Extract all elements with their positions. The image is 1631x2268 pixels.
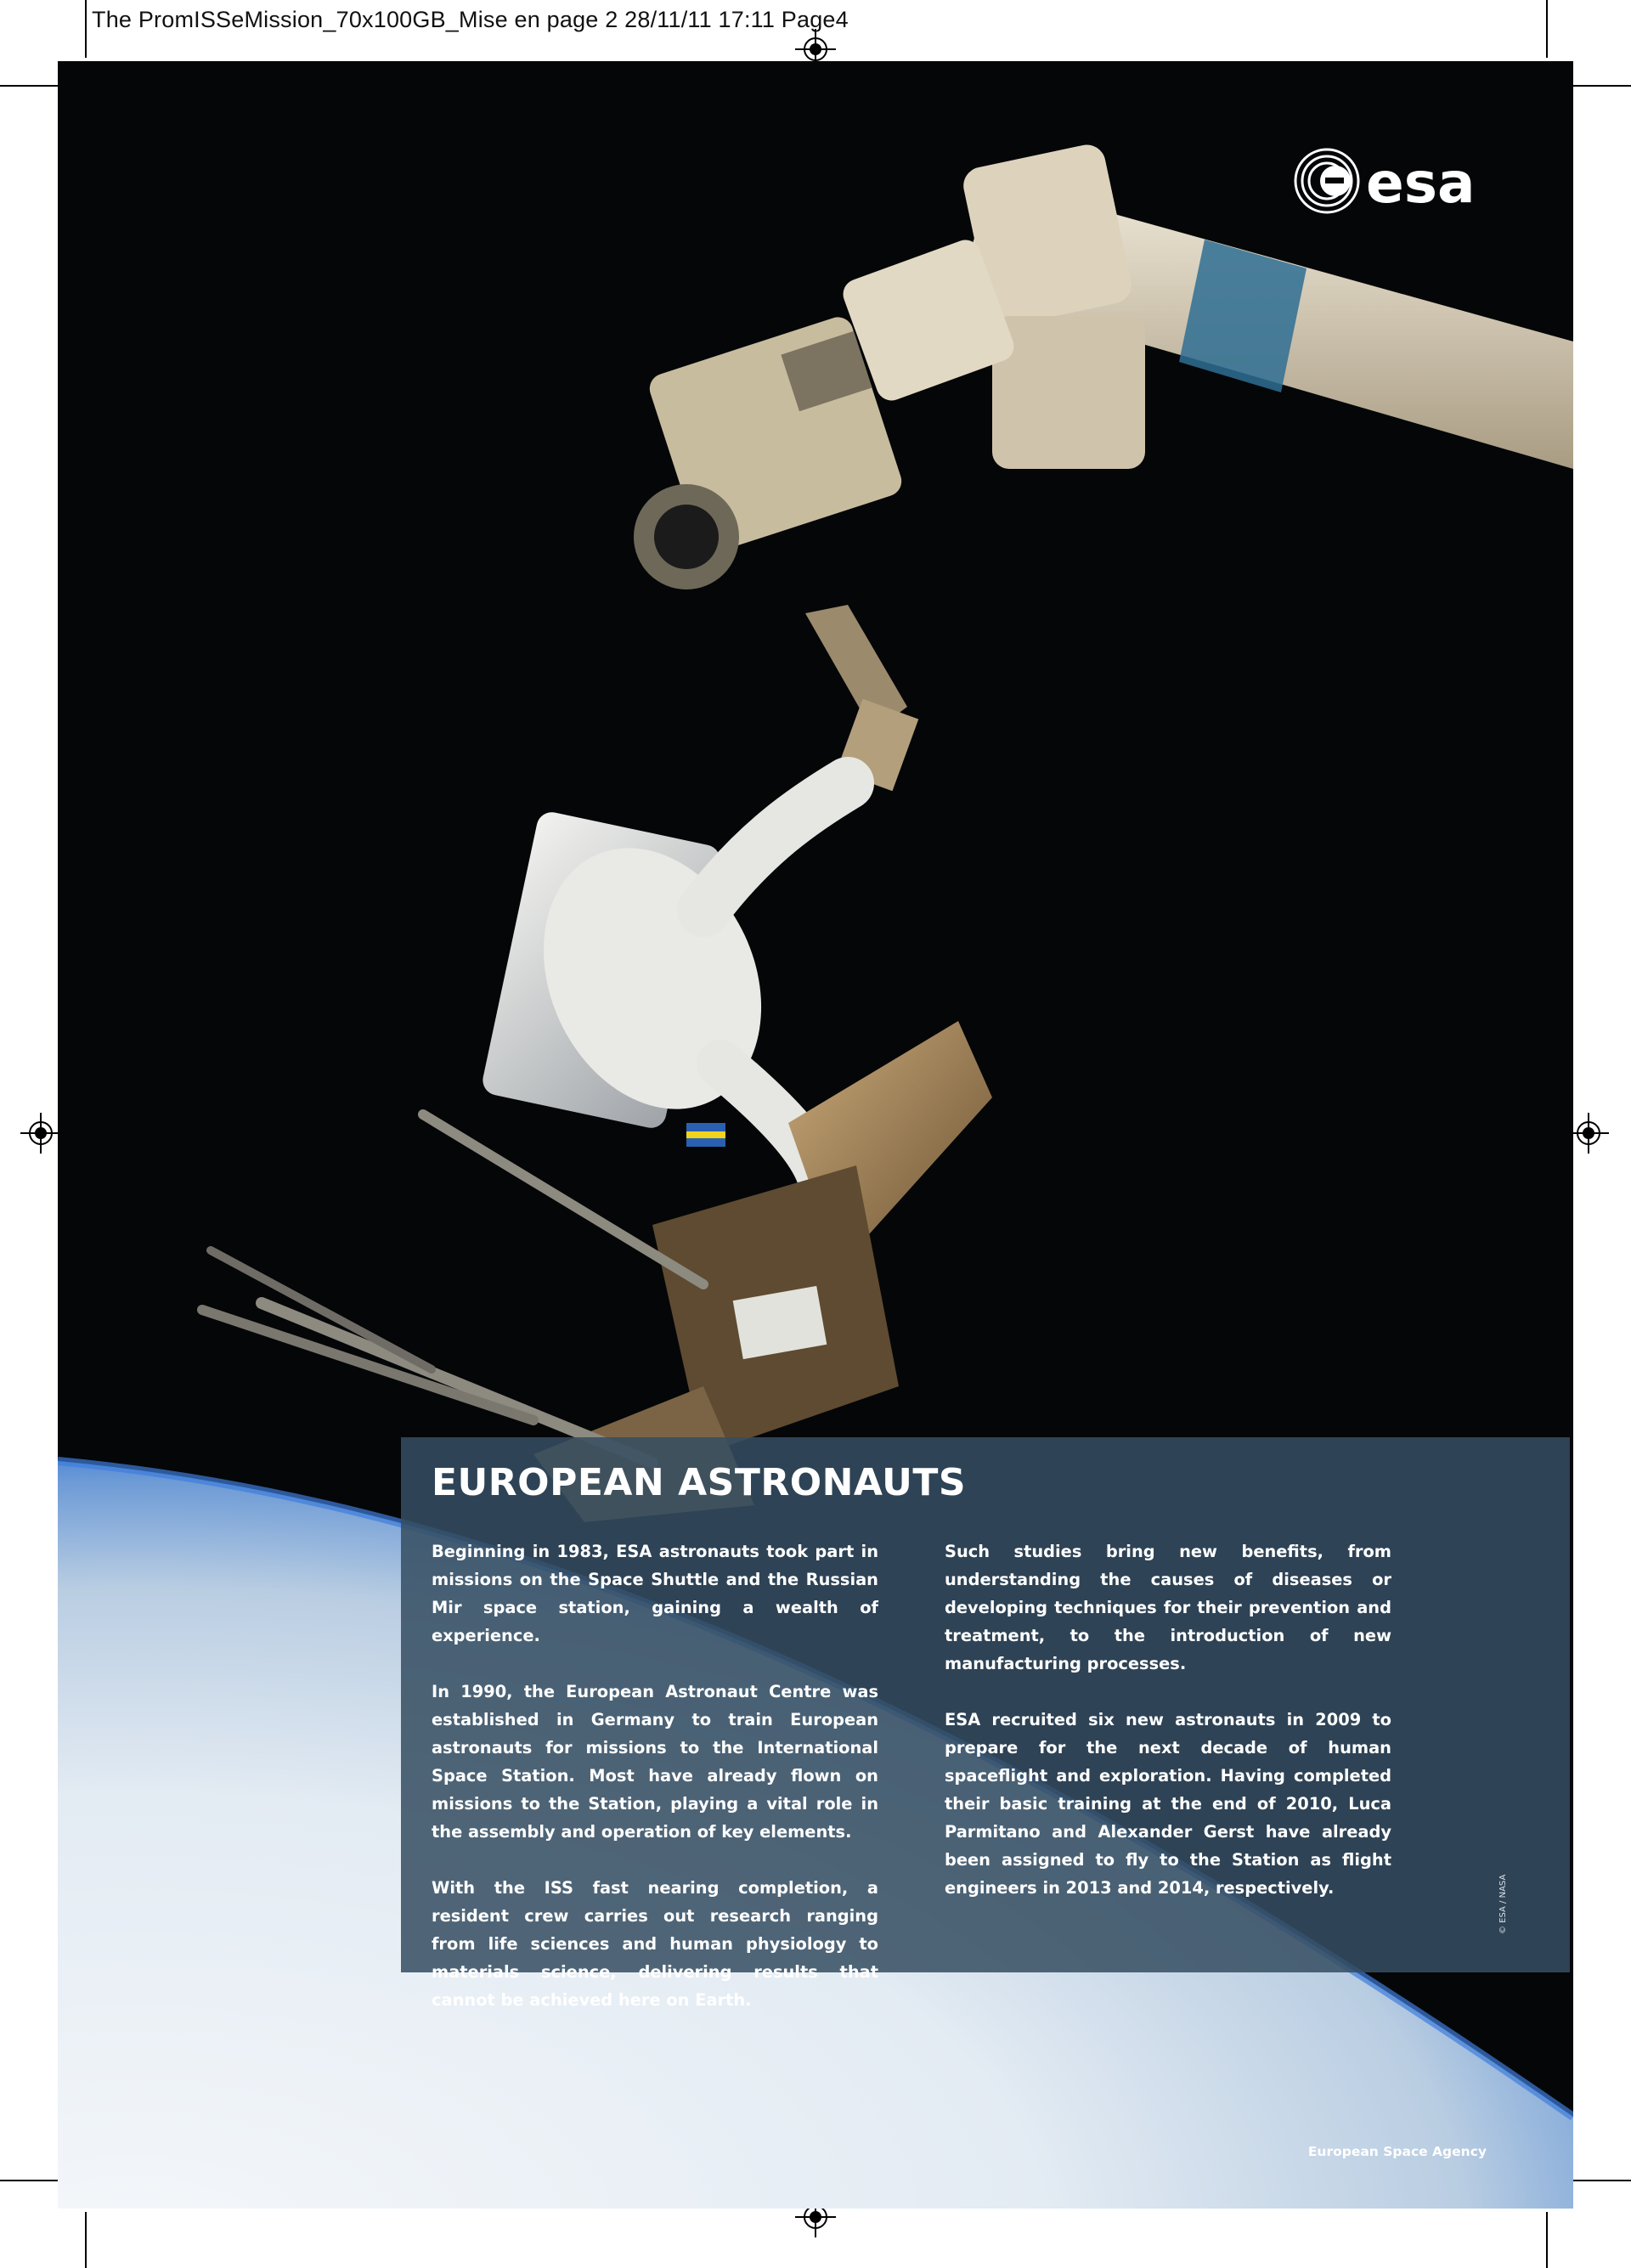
crop-mark: [0, 85, 58, 87]
crop-mark: [85, 0, 87, 58]
registration-mark-icon: [20, 1113, 61, 1154]
print-slug-line: The PromISSeMission_70x100GB_Mise en page 2 28/11/11 17:11 Page4: [92, 7, 849, 32]
esa-logo: [1291, 144, 1546, 217]
text-column-right: [945, 1537, 1391, 1930]
agency-name: European Space Agency: [1307, 2144, 1487, 2159]
text-column-left: [432, 1537, 878, 2042]
paragraph: Beginning in 1983, ESA astronauts took part in missions on the Space Shuttle and the Russian Mir space station, gaining a wealth of experience.: [432, 1542, 878, 1645]
paragraph: In 1990, the European Astronaut Centre was established in Germany to train European astronauts for missions to the International Space Station. Most have already flown on missions to the Station, playing a vital role in the assembly and operation of key elements.: [432, 1682, 878, 1842]
poster: [58, 61, 1573, 2209]
paragraph: Such studies bring new benefits, from understanding the causes of diseases or developing techniques for their prevention and treatment, to the introduction of new manufacturing processes.: [945, 1542, 1391, 1673]
esa-logo-icon: [1295, 150, 1358, 212]
paragraph: ESA recruited six new astronauts in 2009 to prepare for the next decade of human spaceflight and exploration. Having completed their basic training at the end of 2010, Luca Parmitano and Alexander Gerst have already been assigned to fly to the Station as flight engineers in 2013 and 2014, respectively.: [945, 1710, 1391, 1898]
crop-mark: [1546, 2212, 1548, 2268]
panel-title: EUROPEAN ASTRONAUTS: [432, 1461, 967, 1504]
crop-mark: [1573, 2180, 1631, 2181]
text-panel: [401, 1437, 1570, 2010]
crop-mark: [1546, 0, 1548, 58]
crop-mark: [0, 2180, 58, 2181]
esa-logo-text: esa: [1366, 150, 1476, 216]
crop-mark: [1573, 85, 1631, 87]
crop-mark: [85, 2212, 87, 2268]
registration-mark-icon: [1568, 1113, 1609, 1154]
photo-credit: © ESA / NASA: [1498, 1874, 1508, 1934]
paragraph: With the ISS fast nearing completion, a resident crew carries out research ranging from life sciences and human physiology to materials science, delivering results that cannot be achieved here on Earth.: [432, 1878, 878, 2010]
